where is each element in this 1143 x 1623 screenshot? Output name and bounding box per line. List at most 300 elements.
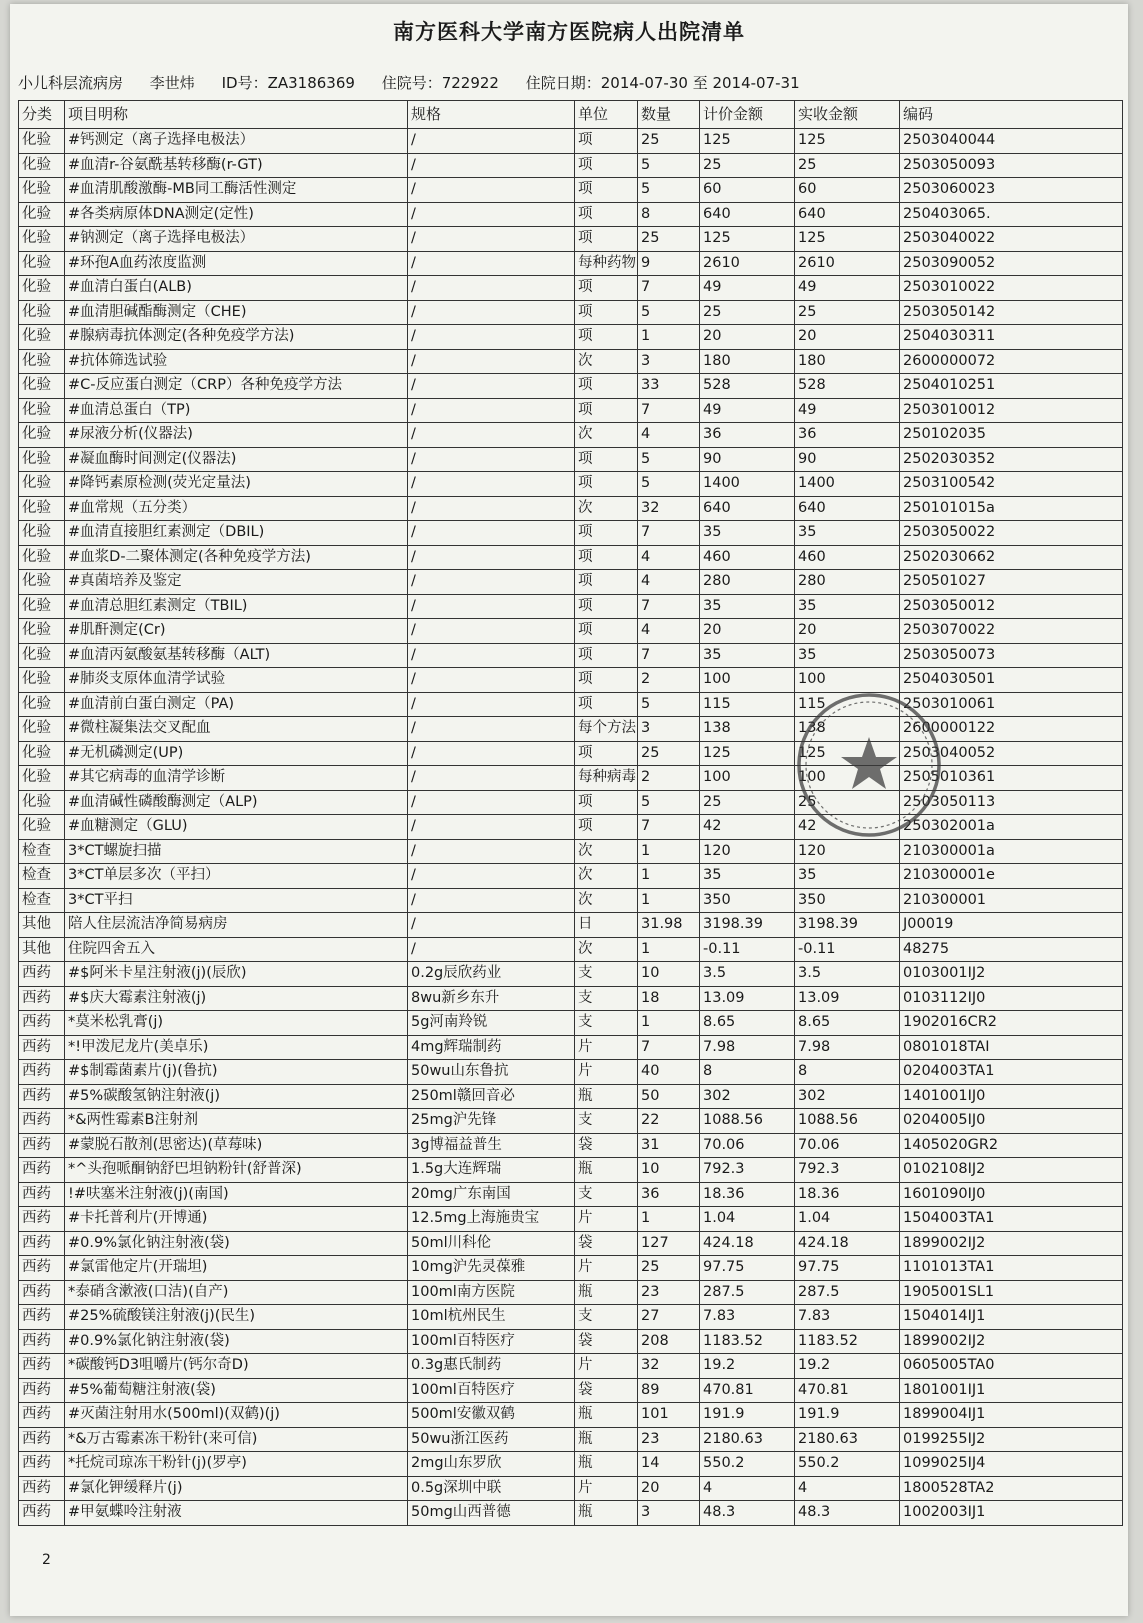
cell-category: 化验 <box>19 668 65 693</box>
cell-quantity: 1 <box>638 1011 700 1036</box>
cell-category: 化验 <box>19 643 65 668</box>
cell-code: 1002003IJ1 <box>900 1501 1123 1526</box>
cell-paid: 7.83 <box>795 1305 900 1330</box>
seal-star-icon <box>841 737 897 789</box>
cell-spec: / <box>408 423 575 448</box>
cell-quantity: 7 <box>638 398 700 423</box>
cell-item-name: #血清肌酸激酶-MB同工酶活性测定 <box>65 178 408 203</box>
table-row <box>19 1476 1123 1501</box>
table-row <box>19 1280 1123 1305</box>
cell-item-name: #肌酐测定(Cr) <box>65 619 408 644</box>
cell-category: 化验 <box>19 447 65 472</box>
table-row <box>19 570 1123 595</box>
cell-paid: 1400 <box>795 472 900 497</box>
cell-code: 0199255IJ2 <box>900 1427 1123 1452</box>
cell-price: 1.04 <box>700 1207 795 1232</box>
table-row <box>19 1501 1123 1526</box>
cell-spec: 2mg山东罗欣 <box>408 1452 575 1477</box>
cell-paid: 19.2 <box>795 1354 900 1379</box>
cell-spec: 4mg辉瑞制药 <box>408 1035 575 1060</box>
cell-unit: 片 <box>575 1354 638 1379</box>
cell-paid: 2610 <box>795 251 900 276</box>
cell-item-name: #蒙脱石散剂(思密达)(草莓味) <box>65 1133 408 1158</box>
cell-category: 化验 <box>19 153 65 178</box>
cell-item-name: *^头孢哌酮钠舒巴坦钠粉针(舒普深) <box>65 1158 408 1183</box>
cell-item-name: #降钙素原检测(荧光定量法) <box>65 472 408 497</box>
cell-quantity: 4 <box>638 545 700 570</box>
cell-paid: 191.9 <box>795 1403 900 1428</box>
cell-unit: 支 <box>575 1011 638 1036</box>
cell-quantity: 31.98 <box>638 913 700 938</box>
cell-quantity: 40 <box>638 1060 700 1085</box>
cell-quantity: 89 <box>638 1378 700 1403</box>
cell-quantity: 20 <box>638 1476 700 1501</box>
cell-code: 2600000122 <box>900 717 1123 742</box>
cell-category: 化验 <box>19 472 65 497</box>
cell-item-name: #血清白蛋白(ALB) <box>65 276 408 301</box>
cell-item-name: #血清碱性磷酸酶测定（ALP) <box>65 790 408 815</box>
cell-item-name: #血清前白蛋白测定（PA) <box>65 692 408 717</box>
cell-paid: 640 <box>795 496 900 521</box>
cell-item-name: 陪人住层流洁净简易病房 <box>65 913 408 938</box>
cell-price: 640 <box>700 202 795 227</box>
table-row <box>19 1084 1123 1109</box>
cell-price: 97.75 <box>700 1256 795 1281</box>
cell-category: 化验 <box>19 300 65 325</box>
cell-category: 西药 <box>19 1231 65 1256</box>
cell-paid: 35 <box>795 643 900 668</box>
cell-category: 西药 <box>19 1035 65 1060</box>
cell-spec: / <box>408 521 575 546</box>
cell-unit: 项 <box>575 398 638 423</box>
cell-price: 3.5 <box>700 962 795 987</box>
table-row <box>19 1035 1123 1060</box>
cell-paid: 36 <box>795 423 900 448</box>
cell-quantity: 7 <box>638 1035 700 1060</box>
cell-code: J00019 <box>900 913 1123 938</box>
cell-paid: 470.81 <box>795 1378 900 1403</box>
cell-item-name: *&万古霉素冻干粉针(来可信) <box>65 1427 408 1452</box>
table-row <box>19 447 1123 472</box>
cell-unit: 每种病毒 <box>575 766 638 791</box>
cell-code: 2503050113 <box>900 790 1123 815</box>
patient-info <box>18 72 822 93</box>
cell-code: 2503010061 <box>900 692 1123 717</box>
cell-paid: 35 <box>795 864 900 889</box>
table-row <box>19 1403 1123 1428</box>
cell-item-name: *碳酸钙D3咀嚼片(钙尔奇D) <box>65 1354 408 1379</box>
cell-unit: 袋 <box>575 1378 638 1403</box>
cell-price: 4 <box>700 1476 795 1501</box>
cell-category: 西药 <box>19 1133 65 1158</box>
cell-spec: 100ml百特医疗 <box>408 1378 575 1403</box>
cell-code: 0103112IJ0 <box>900 986 1123 1011</box>
table-row <box>19 1452 1123 1477</box>
cell-category: 化验 <box>19 276 65 301</box>
cell-unit: 项 <box>575 668 638 693</box>
cell-spec: / <box>408 888 575 913</box>
cell-unit: 支 <box>575 1305 638 1330</box>
cell-spec: / <box>408 349 575 374</box>
cell-item-name: 3*CT螺旋扫描 <box>65 839 408 864</box>
cell-quantity: 31 <box>638 1133 700 1158</box>
cell-unit: 项 <box>575 129 638 154</box>
cell-code: 2503050093 <box>900 153 1123 178</box>
cell-spec: / <box>408 251 575 276</box>
cell-price: 640 <box>700 496 795 521</box>
cell-unit: 项 <box>575 178 638 203</box>
cell-category: 其他 <box>19 937 65 962</box>
cell-paid: 100 <box>795 766 900 791</box>
cell-item-name: #腺病毒抗体测定(各种免疫学方法) <box>65 325 408 350</box>
cell-quantity: 5 <box>638 447 700 472</box>
cell-quantity: 1 <box>638 1207 700 1232</box>
cell-spec: 100ml南方医院 <box>408 1280 575 1305</box>
cell-spec: / <box>408 570 575 595</box>
cell-spec: / <box>408 668 575 693</box>
cell-quantity: 7 <box>638 594 700 619</box>
table-row <box>19 962 1123 987</box>
table-row <box>19 325 1123 350</box>
table-row <box>19 1354 1123 1379</box>
cell-item-name: #$庆大霉素注射液(j) <box>65 986 408 1011</box>
table-header-row <box>19 101 1123 129</box>
cell-category: 化验 <box>19 766 65 791</box>
admission-number: 住院号：722922 <box>381 74 499 92</box>
cell-price: 138 <box>700 717 795 742</box>
cell-spec: / <box>408 129 575 154</box>
cell-category: 化验 <box>19 815 65 840</box>
cell-spec: / <box>408 472 575 497</box>
cell-unit: 次 <box>575 423 638 448</box>
cell-category: 西药 <box>19 1256 65 1281</box>
cell-item-name: 3*CT单层多次（平扫） <box>65 864 408 889</box>
cell-paid: 1088.56 <box>795 1109 900 1134</box>
cell-unit: 项 <box>575 227 638 252</box>
table-row <box>19 864 1123 889</box>
cell-spec: / <box>408 937 575 962</box>
cell-category: 化验 <box>19 325 65 350</box>
cell-spec: / <box>408 300 575 325</box>
cell-category: 化验 <box>19 570 65 595</box>
cell-price: 280 <box>700 570 795 595</box>
cell-category: 西药 <box>19 986 65 1011</box>
cell-paid: 120 <box>795 839 900 864</box>
cell-unit: 瓶 <box>575 1427 638 1452</box>
header-code: 编码 <box>900 101 1123 129</box>
header-quantity: 数量 <box>638 101 700 129</box>
cell-unit: 瓶 <box>575 1403 638 1428</box>
cell-code: 2504030501 <box>900 668 1123 693</box>
cell-price: 550.2 <box>700 1452 795 1477</box>
cell-quantity: 14 <box>638 1452 700 1477</box>
table-row <box>19 300 1123 325</box>
cell-item-name: #甲氨蝶呤注射液 <box>65 1501 408 1526</box>
cell-unit: 项 <box>575 594 638 619</box>
cell-code: 0204005IJ0 <box>900 1109 1123 1134</box>
cell-paid: 3198.39 <box>795 913 900 938</box>
cell-unit: 项 <box>575 300 638 325</box>
header-paid: 实收金额 <box>795 101 900 129</box>
cell-category: 其他 <box>19 913 65 938</box>
header-spec: 规格 <box>408 101 575 129</box>
cell-paid: 1183.52 <box>795 1329 900 1354</box>
cell-quantity: 3 <box>638 349 700 374</box>
cell-price: 48.3 <box>700 1501 795 1526</box>
cell-quantity: 18 <box>638 986 700 1011</box>
cell-code: 250102035 <box>900 423 1123 448</box>
cell-price: 49 <box>700 276 795 301</box>
cell-code: 2503060023 <box>900 178 1123 203</box>
cell-code: 2504030311 <box>900 325 1123 350</box>
cell-code: 210300001e <box>900 864 1123 889</box>
cell-quantity: 3 <box>638 717 700 742</box>
cell-price: 100 <box>700 766 795 791</box>
cell-spec: 50mg山西普德 <box>408 1501 575 1526</box>
cell-item-name: 3*CT平扫 <box>65 888 408 913</box>
cell-quantity: 36 <box>638 1182 700 1207</box>
cell-unit: 瓶 <box>575 1501 638 1526</box>
cell-paid: 35 <box>795 594 900 619</box>
cell-code: 2503040022 <box>900 227 1123 252</box>
cell-item-name: #血清r-谷氨酰基转移酶(r-GT) <box>65 153 408 178</box>
cell-price: 1183.52 <box>700 1329 795 1354</box>
cell-price: 49 <box>700 398 795 423</box>
cell-quantity: 50 <box>638 1084 700 1109</box>
cell-price: 7.83 <box>700 1305 795 1330</box>
cell-price: 2610 <box>700 251 795 276</box>
table-row <box>19 178 1123 203</box>
cell-code: 2503100542 <box>900 472 1123 497</box>
table-row <box>19 1060 1123 1085</box>
cell-category: 西药 <box>19 1501 65 1526</box>
cell-quantity: 7 <box>638 276 700 301</box>
cell-quantity: 32 <box>638 496 700 521</box>
cell-code: 1905001SL1 <box>900 1280 1123 1305</box>
cell-price: 125 <box>700 227 795 252</box>
cell-unit: 支 <box>575 1182 638 1207</box>
cell-unit: 支 <box>575 1109 638 1134</box>
table-body <box>19 129 1123 1526</box>
cell-item-name: *!甲泼尼龙片(美卓乐) <box>65 1035 408 1060</box>
cell-item-name: #血糖测定（GLU) <box>65 815 408 840</box>
cell-price: 125 <box>700 129 795 154</box>
cell-paid: 49 <box>795 398 900 423</box>
table-row <box>19 545 1123 570</box>
cell-code: 1101013TA1 <box>900 1256 1123 1281</box>
cell-category: 化验 <box>19 594 65 619</box>
cell-item-name: #血清直接胆红素测定（DBIL) <box>65 521 408 546</box>
table-row <box>19 1109 1123 1134</box>
cell-spec: / <box>408 815 575 840</box>
cell-unit: 每种药物 <box>575 251 638 276</box>
cell-spec: / <box>408 545 575 570</box>
table-row <box>19 815 1123 840</box>
cell-price: 8.65 <box>700 1011 795 1036</box>
cell-category: 化验 <box>19 349 65 374</box>
cell-quantity: 7 <box>638 643 700 668</box>
cell-code: 2503040044 <box>900 129 1123 154</box>
cell-unit: 项 <box>575 545 638 570</box>
cell-code: 210300001a <box>900 839 1123 864</box>
cell-price: 19.2 <box>700 1354 795 1379</box>
cell-price: 60 <box>700 178 795 203</box>
table-row <box>19 472 1123 497</box>
bill-page <box>10 4 1128 1616</box>
cell-spec: 500ml安徽双鹤 <box>408 1403 575 1428</box>
cell-code: 1902016CR2 <box>900 1011 1123 1036</box>
cell-paid: 280 <box>795 570 900 595</box>
cell-code: 1601090IJ0 <box>900 1182 1123 1207</box>
cell-quantity: 101 <box>638 1403 700 1428</box>
cell-item-name: #微柱凝集法交叉配血 <box>65 717 408 742</box>
cell-paid: 115 <box>795 692 900 717</box>
header-unit: 单位 <box>575 101 638 129</box>
table-row <box>19 1207 1123 1232</box>
cell-paid: 25 <box>795 790 900 815</box>
cell-quantity: 25 <box>638 227 700 252</box>
cell-paid: 792.3 <box>795 1158 900 1183</box>
cell-price: 470.81 <box>700 1378 795 1403</box>
cell-code: 250101015a <box>900 496 1123 521</box>
cell-item-name: #血清总蛋白（TP) <box>65 398 408 423</box>
cell-spec: / <box>408 227 575 252</box>
cell-item-name: *泰硝含漱液(口洁)(自产) <box>65 1280 408 1305</box>
hospital-seal-stamp <box>794 690 944 840</box>
table-row <box>19 1329 1123 1354</box>
cell-quantity: 10 <box>638 1158 700 1183</box>
cell-unit: 片 <box>575 1256 638 1281</box>
cell-price: 20 <box>700 619 795 644</box>
cell-code: 2503010022 <box>900 276 1123 301</box>
cell-paid: 125 <box>795 741 900 766</box>
table-row <box>19 521 1123 546</box>
table-row <box>19 1133 1123 1158</box>
cell-item-name: #$制霉菌素片(j)(鲁抗) <box>65 1060 408 1085</box>
cell-paid: 18.36 <box>795 1182 900 1207</box>
cell-quantity: 10 <box>638 962 700 987</box>
cell-price: 528 <box>700 374 795 399</box>
cell-unit: 项 <box>575 692 638 717</box>
cell-unit: 袋 <box>575 1133 638 1158</box>
cell-unit: 瓶 <box>575 1452 638 1477</box>
cell-spec: 3g博福益普生 <box>408 1133 575 1158</box>
cell-paid: 25 <box>795 300 900 325</box>
cell-price: 1400 <box>700 472 795 497</box>
cell-quantity: 1 <box>638 325 700 350</box>
cell-item-name: #凝血酶时间测定(仪器法) <box>65 447 408 472</box>
cell-price: 424.18 <box>700 1231 795 1256</box>
table-row <box>19 276 1123 301</box>
cell-category: 化验 <box>19 521 65 546</box>
cell-spec: / <box>408 790 575 815</box>
cell-category: 化验 <box>19 423 65 448</box>
cell-category: 化验 <box>19 545 65 570</box>
cell-item-name: #5%葡萄糖注射液(袋) <box>65 1378 408 1403</box>
cell-price: 25 <box>700 153 795 178</box>
cell-spec: 50wu浙江医药 <box>408 1427 575 1452</box>
cell-category: 西药 <box>19 1011 65 1036</box>
cell-paid: 7.98 <box>795 1035 900 1060</box>
cell-category: 化验 <box>19 717 65 742</box>
cell-code: 1899002IJ2 <box>900 1231 1123 1256</box>
cell-unit: 次 <box>575 937 638 962</box>
cell-item-name: #钙测定（离子选择电极法） <box>65 129 408 154</box>
cell-code: 1504003TA1 <box>900 1207 1123 1232</box>
cell-code: 250403065. <box>900 202 1123 227</box>
cell-quantity: 1 <box>638 888 700 913</box>
table-row <box>19 398 1123 423</box>
table-row <box>19 643 1123 668</box>
cell-unit: 片 <box>575 1476 638 1501</box>
cell-price: 120 <box>700 839 795 864</box>
cell-spec: / <box>408 325 575 350</box>
table-row <box>19 202 1123 227</box>
cell-item-name: #氯化钾缓释片(j) <box>65 1476 408 1501</box>
cell-paid: 13.09 <box>795 986 900 1011</box>
cell-spec: 25mg沪先锋 <box>408 1109 575 1134</box>
cell-price: 3198.39 <box>700 913 795 938</box>
cell-price: 90 <box>700 447 795 472</box>
cell-category: 西药 <box>19 1109 65 1134</box>
cell-item-name: !#呋塞米注射液(j)(南国) <box>65 1182 408 1207</box>
cell-unit: 袋 <box>575 1329 638 1354</box>
cell-paid: 350 <box>795 888 900 913</box>
cell-quantity: 33 <box>638 374 700 399</box>
cell-code: 2504010251 <box>900 374 1123 399</box>
cell-price: -0.11 <box>700 937 795 962</box>
cell-unit: 项 <box>575 521 638 546</box>
cell-code: 2502030662 <box>900 545 1123 570</box>
cell-paid: 550.2 <box>795 1452 900 1477</box>
department: 小儿科层流病房 <box>18 74 124 92</box>
cell-unit: 项 <box>575 741 638 766</box>
cell-price: 302 <box>700 1084 795 1109</box>
cell-category: 西药 <box>19 1403 65 1428</box>
cell-item-name: #环孢A血药浓度监测 <box>65 251 408 276</box>
cell-item-name: #血浆D-二聚体测定(各种免疫学方法) <box>65 545 408 570</box>
cell-category: 化验 <box>19 374 65 399</box>
cell-spec: / <box>408 496 575 521</box>
cell-item-name: #尿液分析(仪器法) <box>65 423 408 448</box>
patient-name: 李世炜 <box>149 74 195 92</box>
cell-price: 42 <box>700 815 795 840</box>
cell-category: 化验 <box>19 619 65 644</box>
cell-code: 2503050022 <box>900 521 1123 546</box>
cell-price: 460 <box>700 545 795 570</box>
cell-spec: / <box>408 643 575 668</box>
cell-price: 35 <box>700 521 795 546</box>
cell-code: 0103001IJ2 <box>900 962 1123 987</box>
cell-item-name: #5%碳酸氢钠注射液(j) <box>65 1084 408 1109</box>
cell-paid: 25 <box>795 153 900 178</box>
cell-paid: 97.75 <box>795 1256 900 1281</box>
cell-paid: 42 <box>795 815 900 840</box>
cell-category: 化验 <box>19 790 65 815</box>
cell-price: 792.3 <box>700 1158 795 1183</box>
cell-quantity: 25 <box>638 129 700 154</box>
cell-unit: 项 <box>575 447 638 472</box>
cell-code: 250302001a <box>900 815 1123 840</box>
cell-quantity: 5 <box>638 153 700 178</box>
table-row <box>19 1158 1123 1183</box>
cell-unit: 次 <box>575 349 638 374</box>
cell-category: 检查 <box>19 888 65 913</box>
table-row <box>19 937 1123 962</box>
cell-item-name: #无机磷测定(UP) <box>65 741 408 766</box>
cell-category: 化验 <box>19 741 65 766</box>
cell-price: 191.9 <box>700 1403 795 1428</box>
